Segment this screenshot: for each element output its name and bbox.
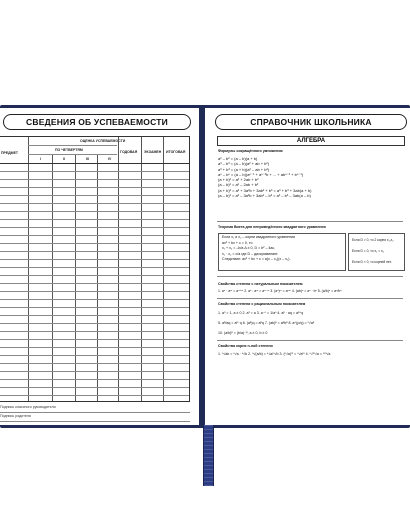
table-row-line xyxy=(0,251,189,252)
quarter-1: I xyxy=(40,157,41,161)
table-row-line xyxy=(0,283,189,284)
grades-table xyxy=(0,136,190,402)
quarter-3: III xyxy=(86,157,89,161)
bookmark-ribbon[interactable] xyxy=(203,424,214,486)
left-page-title: СВЕДЕНИЯ ОБ УСПЕВАЕМОСТИ xyxy=(3,114,191,130)
note-parent: Подпись родителя xyxy=(0,413,190,422)
vieta-box: Если x₁ и x₂ – корни квадратного уравнения ax² + bx + c = 0, то x₁ + x₂ = –b/a Δ ≠ 0, D = b² – 4ac, x₁ · x₂ = c/a где D – дискриминант. Следствие: ax² + bx + c = a(x – x₁)(x – x₂). xyxy=(218,233,346,271)
table-row-line xyxy=(0,331,189,332)
table-row-line xyxy=(0,187,189,188)
table-row-line xyxy=(0,347,189,348)
table-row-line xyxy=(0,387,189,388)
right-page-title: СПРАВОЧНИК ШКОЛЬНИКА xyxy=(215,114,407,130)
quarter-4: IV xyxy=(108,157,112,161)
table-row-line xyxy=(0,371,189,372)
table-row-line xyxy=(0,339,189,340)
table-row-line xyxy=(0,315,189,316)
table-row-line xyxy=(0,211,189,212)
table-row-line xyxy=(0,203,189,204)
note-teacher: Подпись классного руководителя xyxy=(0,404,190,413)
col-year: ГОДОВАЯ xyxy=(120,150,138,154)
table-row-line xyxy=(0,299,189,300)
abbr-formulas-title: Формулы сокращённого умножения xyxy=(218,149,283,153)
table-row-line xyxy=(0,323,189,324)
col-final: ИТОГОВАЯ xyxy=(166,150,186,154)
left-page xyxy=(0,108,199,425)
col-exam: ЭКЗАМЕН xyxy=(144,150,162,154)
quarter-2: II xyxy=(63,157,65,161)
discriminant-box: Если D > 0, то 2 корня x₁,x₂ Если D = 0, то x₁ = x₂ Если D < 0, то корней нет. xyxy=(348,233,405,271)
table-row-line xyxy=(0,363,189,364)
col-grades: ОЦЕНКА УСПЕВАЕМОСТИ xyxy=(80,139,126,143)
col-subject: ПРЕДМЕТ xyxy=(1,151,19,155)
algebra-section-title: АЛГЕБРА xyxy=(217,136,405,146)
table-row-line xyxy=(0,275,189,276)
powers-rat-2: 5. aᵖ/aq = aᵖ⁻q 6. (aᵖ)q = aᵖq 7. (ab)ᵖ = aᵖbᵖ 8. a^(p/q) = ⁿ√aᵖ xyxy=(218,321,315,325)
table-row-line xyxy=(0,243,189,244)
powers-rat-3: 10. (a/b)ᵖ = (b/a)⁻ᵖ, a ≠ 0, b ≠ 0 xyxy=(218,331,268,335)
table-row-line xyxy=(0,227,189,228)
table-row-line xyxy=(0,267,189,268)
abbr-formulas: a² – b² = (a – b)(a + b) a³ – b³ = (a – b)(a² + ab + b²) a³ + b³ = (a + b)(a² – ab + b²) aⁿ – bⁿ = (a – b)(aⁿ⁻¹ + aⁿ⁻²b + ... + abⁿ⁻² + bⁿ⁻¹) (a + b)² = a² + 2ab + b² (a – b)² = a² – 2ab + b² (a + b)³ = a³ + 3a²b + 3ab² + b³ = a³ + b³ + 3ab(a + b) (a – b)³ = a³ – 3a²b + 3ab² – b³ = a³ – b³ – 3ab(a – b) xyxy=(218,156,312,199)
table-row-line xyxy=(0,379,189,380)
table-row-line xyxy=(0,355,189,356)
roots-formulas: 1. ⁿ√ab = ⁿ√a · ⁿ√b 2. ⁿ√(a/b) = ⁿ√a/ⁿ√b 3. (ⁿ√a)ᵐ = ⁿ√aᵐ 4. ⁿ√ᵐ√a = ⁿᵐ√a xyxy=(218,352,331,356)
table-row-line xyxy=(0,291,189,292)
table-row-line xyxy=(0,235,189,236)
table-row-line xyxy=(0,307,189,308)
powers-nat: 1. aⁿ · aᵐ = aⁿ⁺ᵐ 2. aⁿ : aᵐ = aⁿ⁻ᵐ 3. (aⁿ)ᵐ = aⁿᵐ 4. (ab)ⁿ = aⁿ · bⁿ 5. (a/b)ⁿ = aⁿ/bⁿ xyxy=(218,289,342,293)
powers-nat-title: Свойства степени с натуральным показателем xyxy=(218,282,303,286)
powers-rat-title: Свойства степени с рациональным показателем xyxy=(218,302,306,306)
col-quarters: ПО ЧЕТВЕРТЯМ xyxy=(55,148,83,152)
table-row-line xyxy=(0,179,189,180)
powers-rat-1: 1. a⁰ = 1, a ≠ 0 2. a¹ = a 3. a⁻ⁿ = 1/aⁿ 4. aᵖ · aq = aᵖ⁺q xyxy=(218,311,304,315)
roots-title: Свойства корня n-ной степени xyxy=(218,344,273,348)
table-row-line xyxy=(0,259,189,260)
signature-notes xyxy=(0,404,190,422)
table-row-line xyxy=(0,171,189,172)
table-row-line xyxy=(0,395,189,396)
table-row-line xyxy=(0,195,189,196)
vieta-title: Теорема Виета для неприведённого квадратного уравнения xyxy=(218,225,326,229)
right-page xyxy=(205,108,410,425)
table-row-line xyxy=(0,219,189,220)
